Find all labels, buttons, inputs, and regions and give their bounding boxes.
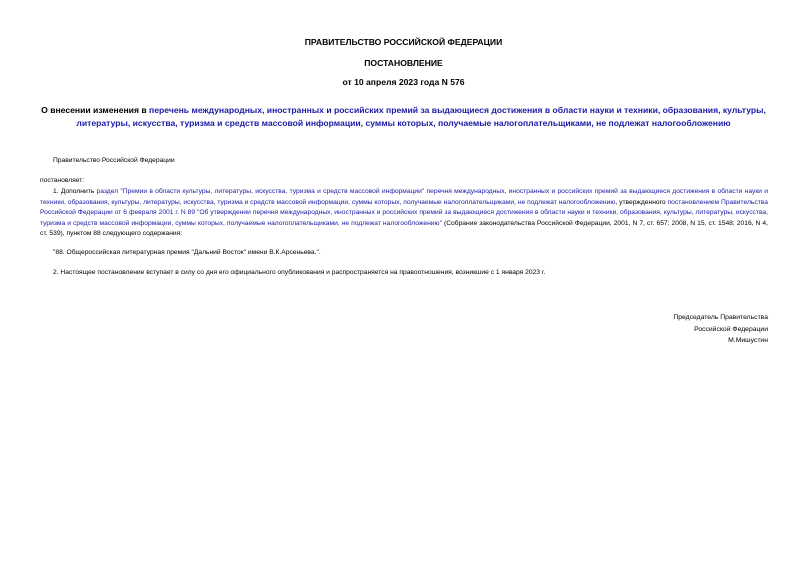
item-2-paragraph: 2. Настоящее постановление вступает в силу со дня его официального опубликования и распространяется на правоотношения, возникшие с 1 января 2023 г. xyxy=(53,269,546,276)
title-prefix: О внесении изменения в xyxy=(41,105,147,115)
signatory-name: М.Мишустин xyxy=(728,337,768,344)
government-line: Правительство Российской Федерации xyxy=(53,157,175,164)
title-link-premium-list[interactable]: перечень международных, иностранных и российских премий за выдающиеся достижения в области науки и техники, образования, культуры, литературы, искусства, туризма и средств массовой информации, суммы которых, получаемые налогоплательщиками, не подлежат налогообложению xyxy=(76,105,766,128)
link-resolution-89[interactable]: постановлением Правительства Российской Федерации от 6 февраля 2001 г. N 89 "Об утверждении перечня международных, иностранных и российских премий за выдающиеся достижения в области науки и техники, образования, культуры, литературы, искусства, туризма и средств массовой информации, суммы которых, получаемые налогоплательщиками, не подлежат налогообложению" xyxy=(40,198,769,227)
document-type-heading: ПОСТАНОВЛЕНИЕ xyxy=(364,58,443,68)
signature-block xyxy=(673,312,768,347)
item-1-lead: 1. Дополнить xyxy=(53,188,95,195)
item-1-tail: (Собрание законодательства Российской Федерации, 2001, N 7, ст. 657; 2008, N 15, ст. 1548; 2016, N 4, ст. 539), пунктом 88 следующего содержания: xyxy=(40,219,768,238)
item-88-quote: "88. Общероссийская литературная премия "Дальний Восток" имени В.К.Арсеньева.". xyxy=(53,249,321,256)
signature-title-line1: Председатель Правительства xyxy=(673,314,768,321)
item-1-middle: , утвержденного xyxy=(615,198,666,206)
document-date-number: от 10 апреля 2023 года N 576 xyxy=(342,77,465,87)
signature-title-line2: Российской Федерации xyxy=(694,325,768,333)
document-title xyxy=(40,104,767,130)
decides-line: постановляет: xyxy=(40,177,85,184)
link-section-premiums[interactable]: раздел "Премии в области культуры, литературы, искусства, туризма и средств массовой информации" перечня международных, иностранных и российских премий за выдающиеся достижения в области науки и техники, образования, культуры, литературы, искусства, туризма и средств массовой информации, суммы которых, получаемые налогоплательщиками, не подлежат налогообложению xyxy=(40,188,768,206)
government-heading: ПРАВИТЕЛЬСТВО РОССИЙСКОЙ ФЕДЕРАЦИИ xyxy=(304,37,503,47)
item-1-paragraph xyxy=(40,187,768,240)
